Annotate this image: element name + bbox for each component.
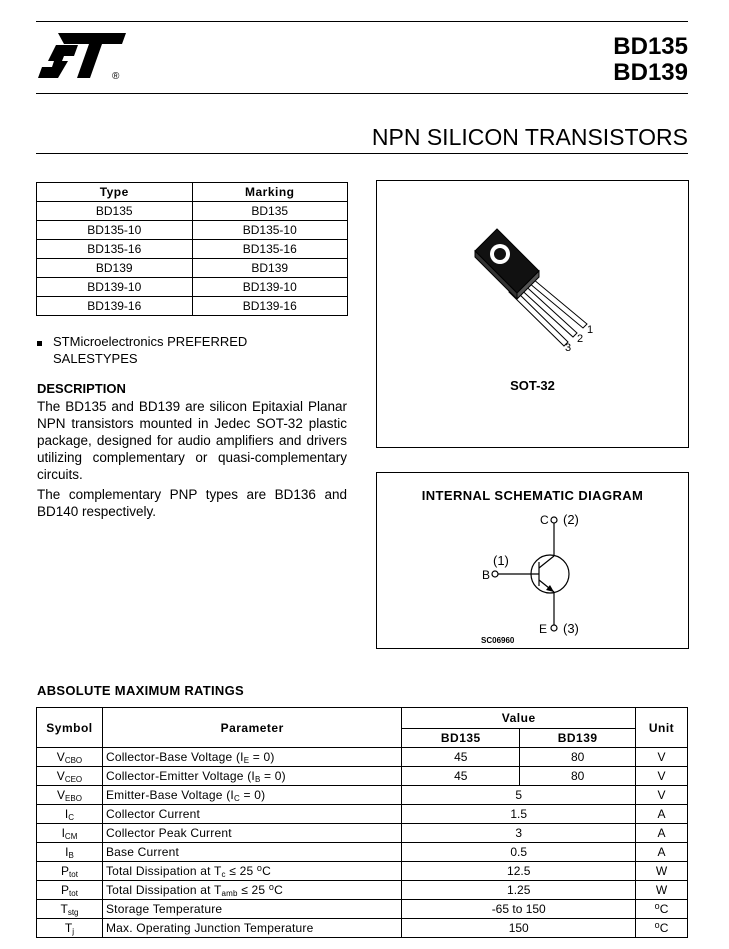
value-bd139-cell: 80	[520, 748, 636, 767]
st-logo	[38, 31, 130, 85]
value-bd135-cell: 45	[402, 748, 520, 767]
col-unit: Unit	[636, 708, 688, 748]
col-type: Type	[37, 183, 193, 202]
type-cell: BD139-16	[37, 297, 193, 316]
base-label: B	[482, 568, 491, 582]
bullet-square-icon	[37, 341, 42, 346]
marking-cell: BD139-16	[192, 297, 348, 316]
npn-transistor-symbol	[487, 513, 597, 638]
table-row	[37, 786, 688, 805]
package-name: SOT-32	[510, 378, 555, 393]
value-cell: 0.5	[402, 843, 636, 862]
header-top-rule	[36, 21, 688, 22]
symbol-cell: $I_{CM}$	[37, 824, 103, 843]
pin-label-1: 1	[587, 324, 594, 336]
type-cell: BD135-10	[37, 221, 193, 240]
part-number-2: BD139	[613, 59, 688, 86]
marking-cell: BD135	[192, 202, 348, 221]
value-cell: -65 to 150	[402, 900, 636, 919]
ratings-table	[36, 707, 688, 938]
description-heading: DESCRIPTION	[37, 381, 126, 396]
col-parameter: Parameter	[102, 708, 401, 748]
marking-cell: BD135-16	[192, 240, 348, 259]
unit-cell: V	[636, 767, 688, 786]
package-figure-box	[376, 180, 689, 448]
symbol-cell: $I_B$	[37, 843, 103, 862]
value-cell: 1.5	[402, 805, 636, 824]
marking-cell: BD139	[192, 259, 348, 278]
base-pin: (1)	[493, 553, 509, 568]
ratings-heading: ABSOLUTE MAXIMUM RATINGS	[37, 683, 245, 698]
symbol-cell: $V_{CEO}$	[37, 767, 103, 786]
table-row	[37, 202, 348, 221]
value-bd135-cell: 45	[402, 767, 520, 786]
parameter-cell: Collector-Emitter Voltage $(I_B = 0)$	[102, 767, 401, 786]
parameter-cell: Max. Operating Junction Temperature	[102, 919, 401, 938]
type-cell: BD135	[37, 202, 193, 221]
unit-cell: W	[636, 862, 688, 881]
description-paragraph-2: The complementary PNP types are BD136 and BD140 respectively.	[37, 487, 347, 519]
unit-cell: V	[636, 748, 688, 767]
description-paragraph-1: The BD135 and BD139 are silicon Epitaxial Planar NPN transistors mounted in Jedec SOT-32 plastic package, designed for audio amplifiers and drivers utilizing complementary or quasi-complementary circuits.	[37, 399, 347, 482]
document-title: NPN SILICON TRANSISTORS	[371, 124, 688, 150]
symbol-cell: $V_{EBO}$	[37, 786, 103, 805]
col-symbol: Symbol	[37, 708, 103, 748]
sot32-package-drawing	[467, 221, 607, 361]
schematic-title: INTERNAL SCHEMATIC DIAGRAM	[421, 488, 644, 503]
table-row	[37, 805, 688, 824]
marking-cell: BD135-10	[192, 221, 348, 240]
symbol-cell: $T_j$	[37, 919, 103, 938]
value-cell: 1.25	[402, 881, 636, 900]
parameter-cell: Collector Current	[102, 805, 401, 824]
value-cell: 5	[402, 786, 636, 805]
marking-cell: BD139-10	[192, 278, 348, 297]
unit-cell: $^o$C	[636, 919, 688, 938]
emitter-label: E	[539, 622, 548, 636]
table-row	[37, 259, 348, 278]
value-cell: 12.5	[402, 862, 636, 881]
type-cell: BD139-10	[37, 278, 193, 297]
registered-mark: ®	[112, 71, 120, 82]
col-bd139: BD139	[520, 729, 636, 748]
table-row	[37, 900, 688, 919]
symbol-cell: $P_{tot}$	[37, 862, 103, 881]
collector-pin: (2)	[563, 512, 579, 527]
symbol-cell: $T_{stg}$	[37, 900, 103, 919]
parameter-cell: Base Current	[102, 843, 401, 862]
table-row	[37, 278, 348, 297]
table-row	[37, 824, 688, 843]
symbol-cell: $I_C$	[37, 805, 103, 824]
header-bottom-rule	[36, 93, 688, 94]
marking-table	[36, 182, 348, 316]
table-row	[37, 297, 348, 316]
unit-cell: A	[636, 843, 688, 862]
marking-table-header	[37, 183, 348, 202]
table-row	[37, 748, 688, 767]
parameter-cell: Total Dissipation at $T_c \le 25$ $^o$C	[102, 862, 401, 881]
table-row	[37, 221, 348, 240]
value-cell: 150	[402, 919, 636, 938]
ratings-header-row	[37, 708, 688, 729]
table-row	[37, 240, 348, 259]
title-rule	[36, 153, 688, 154]
pin-label-3: 3	[565, 342, 572, 354]
preferred-salestypes-bullet	[36, 333, 336, 367]
schematic-figure-box	[376, 472, 689, 649]
symbol-cell: $V_{CBO}$	[37, 748, 103, 767]
table-row	[37, 862, 688, 881]
parameter-cell: Total Dissipation at $T_{amb} \le 25$ $^o$C	[102, 881, 401, 900]
col-marking: Marking	[192, 183, 348, 202]
unit-cell: $^o$C	[636, 900, 688, 919]
value-cell: 3	[402, 824, 636, 843]
unit-cell: A	[636, 824, 688, 843]
parameter-cell: Storage Temperature	[102, 900, 401, 919]
bullet-line-2: SALESTYPES	[53, 351, 138, 366]
table-row	[37, 767, 688, 786]
table-row	[37, 881, 688, 900]
col-value: Value	[402, 708, 636, 729]
type-cell: BD135-16	[37, 240, 193, 259]
unit-cell: A	[636, 805, 688, 824]
parameter-cell: Emitter-Base Voltage $(I_C = 0)$	[102, 786, 401, 805]
type-cell: BD139	[37, 259, 193, 278]
value-bd139-cell: 80	[520, 767, 636, 786]
parameter-cell: Collector Peak Current	[102, 824, 401, 843]
symbol-cell: $P_{tot}$	[37, 881, 103, 900]
pin-label-2: 2	[577, 333, 584, 345]
col-bd135: BD135	[402, 729, 520, 748]
emitter-pin: (3)	[563, 621, 579, 636]
parameter-cell: Collector-Base Voltage $(I_E = 0)$	[102, 748, 401, 767]
unit-cell: V	[636, 786, 688, 805]
bullet-line-1: STMicroelectronics PREFERRED	[53, 334, 248, 349]
table-row	[37, 843, 688, 862]
part-number-1: BD135	[613, 33, 688, 60]
collector-label: C	[540, 513, 549, 527]
table-row	[37, 919, 688, 938]
unit-cell: W	[636, 881, 688, 900]
schematic-code: SC06960	[481, 636, 515, 645]
